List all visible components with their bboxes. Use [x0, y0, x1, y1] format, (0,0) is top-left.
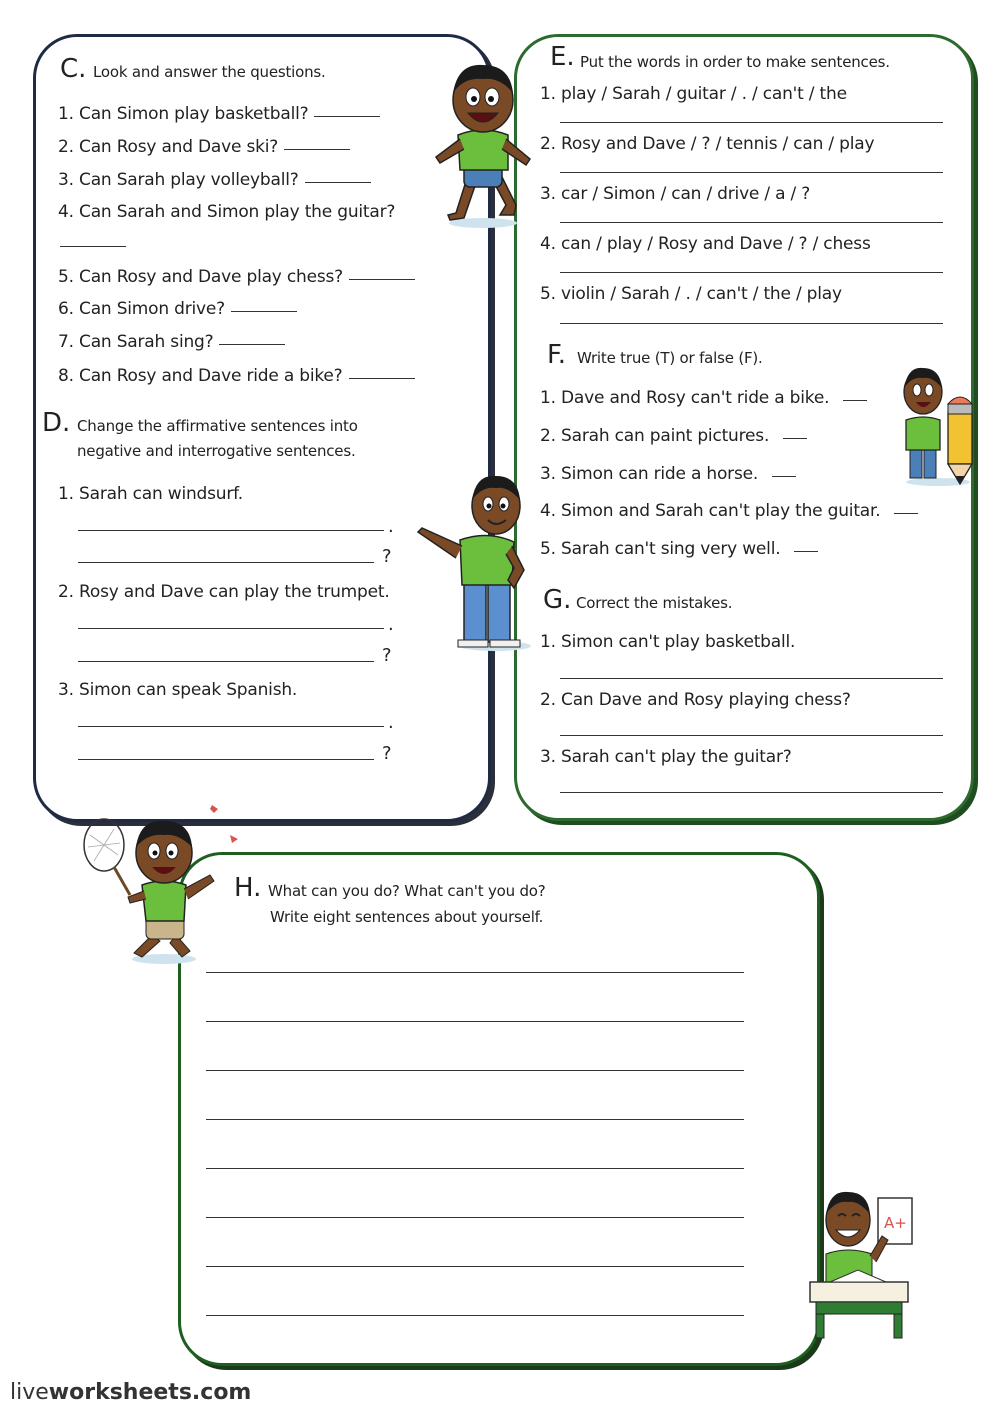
brand-suffix-text: .com	[191, 1380, 252, 1405]
statement-f2: 2. Sarah can paint pictures.	[540, 426, 807, 446]
section-c-letter: C.	[60, 54, 87, 84]
item-g1: 1. Simon can't play basketball.	[540, 632, 796, 652]
writing-line-h6[interactable]	[206, 1217, 744, 1218]
item-d1: 1. Sarah can windsurf.	[58, 484, 243, 504]
boy-with-pencil-illustration	[898, 360, 983, 488]
item-g3: 3. Sarah can't play the guitar?	[540, 747, 792, 767]
period-d1: .	[388, 516, 394, 537]
answer-line-c4[interactable]	[60, 246, 126, 247]
answer-line-g2[interactable]	[560, 735, 943, 736]
brand-light-text: live	[10, 1380, 49, 1405]
boy-with-net-illustration	[80, 795, 245, 970]
item-e1: 1. play / Sarah / guitar / . / can't / the	[540, 84, 847, 104]
brand-bold-text: worksheets	[48, 1380, 192, 1405]
section-d-title-line2: negative and interrogative sentences.	[77, 442, 356, 460]
question-c6: 6. Can Simon drive?	[58, 299, 297, 319]
question-c3: 3. Can Sarah play volleyball?	[58, 170, 371, 190]
writing-line-h8[interactable]	[206, 1315, 744, 1316]
section-f-letter: F.	[547, 340, 567, 370]
boy-at-desk-illustration	[806, 1186, 916, 1346]
statement-f3: 3. Simon can ride a horse.	[540, 464, 796, 484]
item-e3: 3. car / Simon / can / drive / a / ?	[540, 184, 811, 204]
section-e-letter: E.	[550, 42, 575, 72]
question-c7: 7. Can Sarah sing?	[58, 332, 285, 352]
section-h-letter: H.	[234, 873, 262, 903]
item-e5: 5. violin / Sarah / . / can't / the / play	[540, 284, 842, 304]
answer-line-d2-question[interactable]	[78, 661, 374, 662]
question-c2: 2. Can Rosy and Dave ski?	[58, 137, 350, 157]
section-f-title: Write true (T) or false (F).	[577, 349, 763, 367]
section-h-title-line2: Write eight sentences about yourself.	[270, 908, 544, 926]
answer-line-e4[interactable]	[560, 272, 943, 273]
writing-line-h7[interactable]	[206, 1266, 744, 1267]
answer-line-g3[interactable]	[560, 792, 943, 793]
question-c4: 4. Can Sarah and Simon play the guitar?	[58, 202, 396, 222]
writing-line-h5[interactable]	[206, 1168, 744, 1169]
question-mark-d3: ?	[382, 743, 392, 764]
item-g2: 2. Can Dave and Rosy playing chess?	[540, 690, 851, 710]
section-h-panel	[178, 852, 820, 1366]
writing-line-h1[interactable]	[206, 972, 744, 973]
answer-line-d3-question[interactable]	[78, 759, 374, 760]
section-g-letter: G.	[543, 585, 572, 615]
question-mark-d2: ?	[382, 645, 392, 666]
writing-line-h2[interactable]	[206, 1021, 744, 1022]
statement-f4: 4. Simon and Sarah can't play the guitar.	[540, 501, 918, 521]
writing-line-h4[interactable]	[206, 1119, 744, 1120]
item-d3: 3. Simon can speak Spanish.	[58, 680, 298, 700]
question-c8: 8. Can Rosy and Dave ride a bike?	[58, 366, 415, 386]
item-d2: 2. Rosy and Dave can play the trumpet.	[58, 582, 390, 602]
section-h-title-line1: What can you do? What can't you do?	[268, 882, 546, 900]
answer-line-d2-negative[interactable]	[78, 628, 384, 629]
pointing-boy-illustration	[410, 470, 535, 655]
answer-line-e5[interactable]	[560, 323, 943, 324]
answer-line-g1[interactable]	[560, 678, 943, 679]
statement-f1: 1. Dave and Rosy can't ride a bike.	[540, 388, 867, 408]
section-c-title: Look and answer the questions.	[93, 63, 326, 81]
section-e-title: Put the words in order to make sentences.	[580, 53, 890, 71]
answer-line-d1-negative[interactable]	[78, 530, 384, 531]
section-d-letter: D.	[42, 408, 71, 438]
question-c5: 5. Can Rosy and Dave play chess?	[58, 267, 415, 287]
answer-line-e3[interactable]	[560, 222, 943, 223]
section-g-title: Correct the mistakes.	[576, 594, 733, 612]
liveworksheets-logo[interactable]	[10, 1380, 251, 1405]
period-d3: .	[388, 712, 394, 733]
walking-boy-illustration	[428, 55, 538, 230]
question-mark-d1: ?	[382, 546, 392, 567]
section-d-title-line1: Change the affirmative sentences into	[77, 417, 358, 435]
item-e4: 4. can / play / Rosy and Dave / ? / chess	[540, 234, 871, 254]
answer-line-e1[interactable]	[560, 122, 943, 123]
item-e2: 2. Rosy and Dave / ? / tennis / can / play	[540, 134, 875, 154]
statement-f5: 5. Sarah can't sing very well.	[540, 539, 818, 559]
period-d2: .	[388, 614, 394, 635]
grade-text: A+	[884, 1214, 907, 1232]
writing-line-h3[interactable]	[206, 1070, 744, 1071]
question-c1: 1. Can Simon play basketball?	[58, 104, 380, 124]
answer-line-d1-question[interactable]	[78, 562, 374, 563]
answer-line-d3-negative[interactable]	[78, 726, 384, 727]
answer-line-e2[interactable]	[560, 172, 943, 173]
